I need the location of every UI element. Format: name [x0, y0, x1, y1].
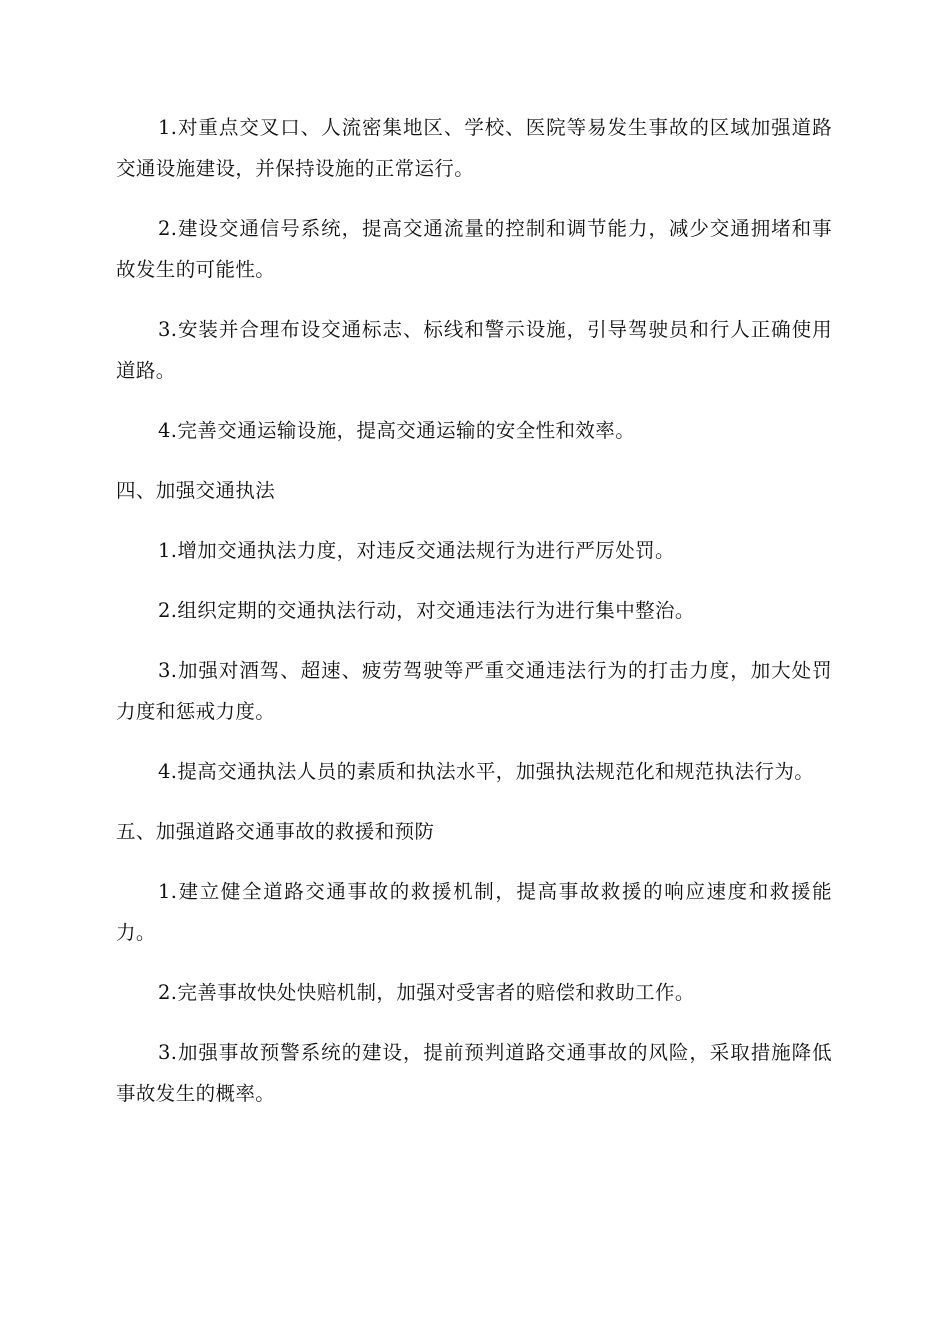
paragraph-3: 3.安装并合理布设交通标志、标线和警示设施，引导驾驶员和行人正确使用道路。 — [116, 318, 832, 382]
section-heading-4: 四、加强交通执法 — [116, 479, 276, 502]
document-page — [116, 107, 832, 1114]
section-heading-5: 五、加强道路交通事故的救援和预防 — [116, 820, 435, 843]
paragraph-4: 4.完善交通运输设施，提高交通运输的安全性和效率。 — [158, 419, 636, 442]
paragraph-10: 2.完善事故快处快赔机制，加强对受害者的赔偿和救助工作。 — [158, 981, 695, 1004]
paragraph-5: 1.增加交通执法力度，对违反交通法规行为进行严厉处罚。 — [158, 539, 675, 562]
paragraph-11: 3.加强事故预警系统的建设，提前预判道路交通事故的风险，采取措施降低事故发生的概率。 — [116, 1041, 832, 1105]
paragraph-9: 1.建立健全道路交通事故的救援机制，提高事故救援的响应速度和救援能力。 — [116, 880, 832, 944]
paragraph-7: 3.加强对酒驾、超速、疲劳驾驶等严重交通违法行为的打击力度，加大处罚力度和惩戒力度。 — [116, 659, 832, 723]
paragraph-1: 1.对重点交叉口、人流密集地区、学校、医院等易发生事故的区域加强道路交通设施建设，并保持设施的正常运行。 — [116, 116, 832, 180]
paragraph-8: 4.提高交通执法人员的素质和执法水平，加强执法规范化和规范执法行为。 — [158, 760, 815, 783]
paragraph-2: 2.建设交通信号系统，提高交通流量的控制和调节能力，减少交通拥堵和事故发生的可能性。 — [116, 217, 832, 281]
paragraph-6: 2.组织定期的交通执法行动，对交通违法行为进行集中整治。 — [158, 599, 695, 622]
